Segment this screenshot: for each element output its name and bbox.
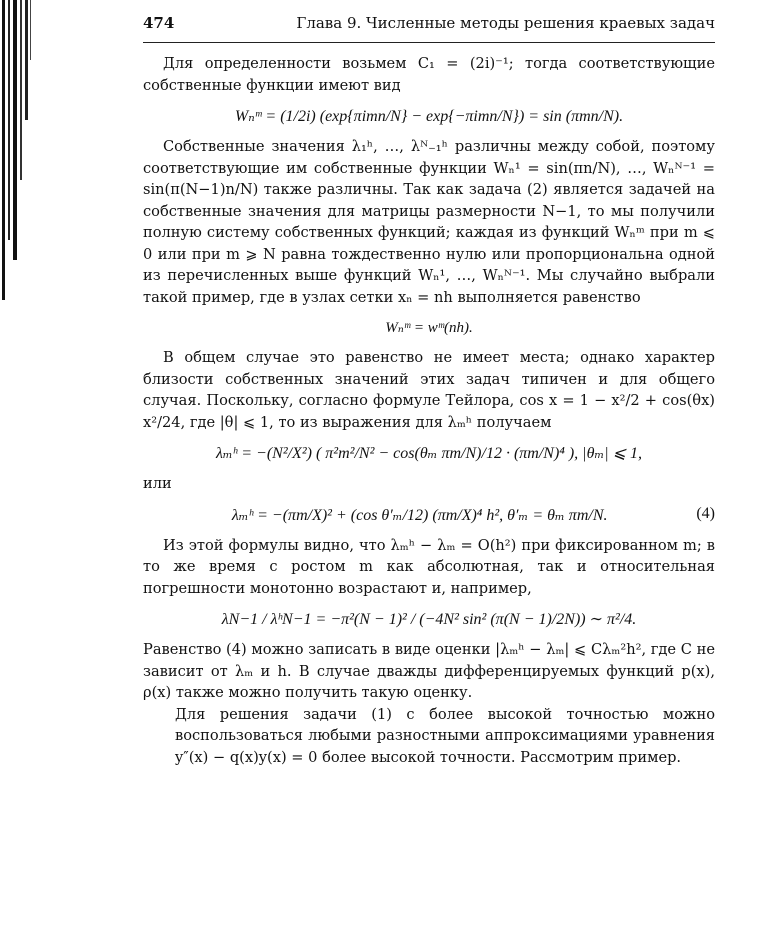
header-rule — [143, 42, 715, 43]
equation-number: (4) — [696, 504, 715, 522]
small-print-paragraph: Для решения задачи (1) с более высокой точностью можно воспользоваться любыми разностными аппроксимациями уравнения y″(x) − q(x)y(x) = 0 более высокой точности. Рассмотрим пример. — [175, 705, 715, 766]
paragraph: Из этой формулы видно, что λₘʰ − λₘ = O(h²) при фиксированном m; в то же время с ростом m как абсолютная, так и относительная погрешности монотонно возрастают и, например, — [143, 536, 715, 597]
book-spine-edge — [0, 0, 34, 300]
equation: Wₙᵐ = wᵐ(nh). — [385, 320, 473, 336]
paragraph: В общем случае это равенство не имеет места; однако характер близости собственных значений этих задач типичен и для общего случая. Поскольку, согласно формуле Тейлора, cos x = 1 − x²/2 + cos(θx) x²/24, где |θ| ⩽ 1, то из выражения для λₘʰ получаем — [143, 349, 715, 431]
paragraph: Для определенности возьмем C₁ = (2i)⁻¹; тогда соответствующие собственные функции имеют вид — [143, 55, 715, 94]
paragraph: Равенство (4) можно записать в виде оценки |λₘʰ − λₘ| ⩽ Cλₘ²h², где C не зависит от λₘ и h. В случае дважды дифференцируемых функций p(x), ρ(x) также можно получить такую оценку. — [143, 641, 715, 701]
equation: Wₙᵐ = (1/2i) (exp{πimn/N} − exp{−πimn/N}) = sin (πmn/N). — [234, 108, 624, 125]
book-page — [143, 14, 715, 768]
equation-body: λₘʰ = −(πm/X)² + (cos θ′ₘ/12) (πm/X)⁴ h², θ′ₘ = θₘ πm/N. — [231, 506, 608, 524]
equation-numbered — [143, 505, 715, 525]
running-title: Глава 9. Численные методы решения краевых задач — [296, 14, 715, 32]
equation: λₘʰ = −(N²/X²) ( π²m²/N² − cos(θₘ πm/N)/12 · (πm/N)⁴ ), |θₘ| ⩽ 1, — [215, 445, 643, 462]
connector-word: или — [143, 475, 172, 492]
page-header — [143, 14, 715, 36]
paragraph: Собственные значения λ₁ʰ, …, λᴺ₋₁ʰ различны между собой, поэтому соответствующие им собственные функции Wₙ¹ = sin(πn/N), …, Wₙᴺ⁻¹ = sin(π(N−1)n/N) также различны. Так как задача (2) является задачей на собственные значения для матрицы размерности N−1, то мы получили полную систему собственных функций; каждая из функций Wₙᵐ при m ⩽ 0 или при m ⩾ N равна тождественно нулю или пропорциональна одной из перечисленных выше функций Wₙ¹, …, Wₙᴺ⁻¹. Мы случайно выбрали такой пример, где в узлах сетки xₙ = nh выполняется равенство — [143, 138, 715, 306]
equation: λN−1 / λʰN−1 = −π²(N − 1)² / (−4N² sin² (π(N − 1)/2N)) ∼ π²/4. — [221, 611, 637, 628]
page-number: 474 — [143, 14, 175, 32]
